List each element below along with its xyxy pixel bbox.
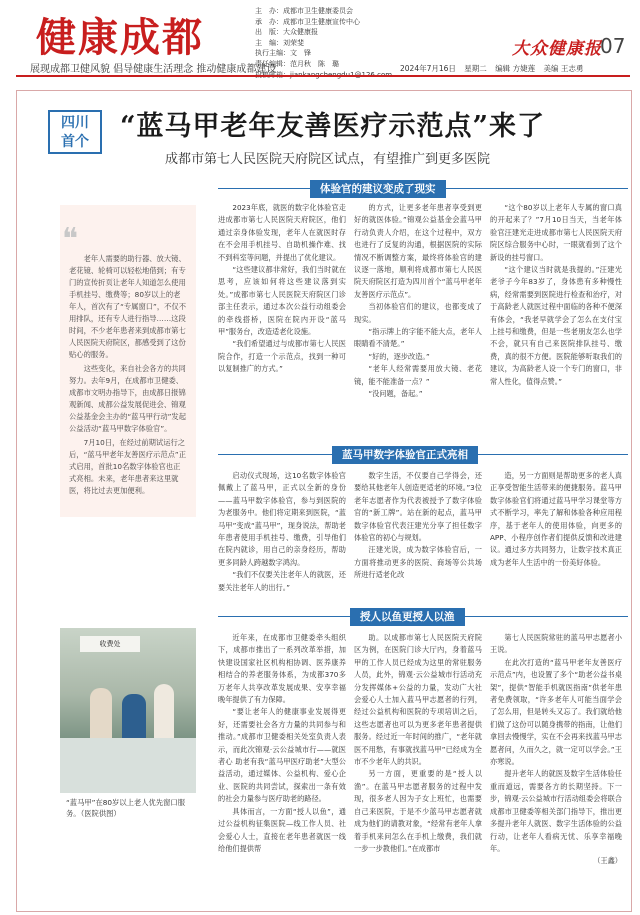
paragraph: 数字生活，不仅要自己学得会，还要给其他老年人创造更适老的环境。”3位老年志愿者作为代表被授予了数字体验官的“新工牌”。站在新的起点，蓝马甲数字体验官代表汪建光分享了担任数字体验官的初心与规划。 [354,471,482,543]
article-column [218,632,346,902]
article-column [490,470,622,602]
intro-paragraph: 老年人需要的助行器、放大镜、老花镜、轮椅可以轻松地借到；有专门的宣传折页让老年人知道怎么使用手机挂号、缴费等；80岁以上的老年人，首次有了“专属窗口”，不仅不用排队，还有专人进行指导……这段时间，不少老年患者来到成都市第七人民医院天府院区，都感受到了这份贴心的服务。 [69,254,187,359]
tag-line: 四川 [61,115,89,131]
article-column [354,470,482,602]
section-title: 授人以鱼更授人以渔 [350,608,465,626]
tag-line: 首个 [61,134,89,150]
editor: 编辑 方婕莲 [495,64,536,73]
sponsor-line: 出 版：大众健康报 [255,28,318,37]
newspaper-logo: 大众健康报 [512,39,602,59]
section-header [218,608,628,626]
art-editor: 美编 王志勇 [543,64,584,73]
paragraph: “我们不仅要关注老年人的就医，还要关注老年人的出行。” [218,570,346,592]
first-in-sichuan-tag [48,110,102,154]
issue-date: 2024年7月16日 [400,64,456,73]
paragraph: “好的，逐步改造。” [368,351,430,361]
article-column [490,202,622,440]
section-title: 体验官的建议变成了现实 [310,180,446,198]
sponsor-line: 责任编辑：范月秋 陈 璐 [255,59,339,68]
article-column [354,202,482,440]
paragraph: 汪建光说，成为数字体验官后，一方面将推动更多的医院、商场等公共场所进行适老化改 [354,545,482,580]
paragraph: “我们希望通过与成都市第七人民医院合作，打造一个示范点，找到一种可以复制推广的方式。” [218,339,346,374]
cashier-sign: 收费处 [80,636,140,652]
paragraph: 在此次打造的“蓝马甲老年友善医疗示范点”内，也设置了多个“助老公益书桌架”，提供“智能手机就医指南”供老年患者免费领取，“许多老年人可能当面学会了怎么用，但是转头又忘了。我们就给他们做了这份可以随身携带的指南，让他们拿回去慢慢学，实在不会再来找蓝马甲志愿者问，久而久之，就一定可以学会。”王亦寒说。 [490,657,622,767]
article-column [490,632,622,902]
section-header [218,446,628,464]
paragraph: 当初体验官们的建议，也都变成了现实。 [354,302,482,324]
weekday: 星期二 [464,64,487,73]
sponsor-line: 承 办：成都市卫生健康宣传中心 [255,17,360,26]
paragraph: 第七人民医院常驻的蓝马甲志愿者小王说。 [490,633,622,655]
headline: “蓝马甲老年友善医疗示范点”来了 [120,111,546,142]
paragraph: “老年人经常需要用放大镜、老花镜，能不能准备一点？” [354,364,482,386]
masthead [0,0,640,82]
section-title: 蓝马甲数字体验官正式亮相 [332,446,478,464]
masthead-rule [16,75,630,77]
article-column [218,202,346,440]
paragraph: 造，另一方面则是帮助更多的老人真正享受智能生活带来的便捷服务。蓝马甲数字体验官们将通过蓝马甲学习课堂等方式不断学习，率先了解和体验各种应用程序，基于老年人的使用体验，向更多的APP、小程序创作者们提供反馈和改进建议。通过多方共同努力，让数字技术真正成为老年人生活中的一份美好体验。 [490,471,622,567]
paragraph: 的方式，让更多老年患者享受到更好的就医体验。”锦观公益基金会蓝马甲行动负责人介绍，在这个过程中，双方也进行了反复的沟通，根据医院的实际情况不断调整方案，最终将体验官的建议逐一落地，顺利将成都市第七人民医院天府院区打造为四川首个“蓝马甲老年友善医疗示范点”。 [354,203,482,299]
page-number: 07 [600,34,626,58]
brand-title: 健康成都 [36,14,204,61]
paragraph: 近年来，在成都市卫健委牵头组织下，成都市推出了一系列改革举措，加快建设国家社区机构相协调、医养康养相结合的养老服务体系，为成都370多万老年人共享改革发展成果、安享幸福晚年提供了有力保障。 [218,633,346,705]
photo-caption: “蓝马甲”在80岁以上老人优先窗口服务。（医院供图） [66,798,186,818]
date-line [400,63,589,74]
paragraph: “这个建议当时就是我提的。”汪建光老爷子今年83岁了，身体患有多种慢性病，经常需要到医院进行检查和治疗，对于高龄老人就医过程中面临的各种不便深有体会，“我老早就学会了怎么在支付宝上挂号和缴费，但是一些老朋友怎么也学不会，就只有自己来医院排队挂号、缴费，真的很不方便。医院能够听取我们的建议，为高龄老人设一个专门的窗口，非常人性化，值得点赞。” [490,265,622,386]
article-column [354,632,482,902]
intro-panel [60,205,196,517]
brand-tagline: 展现成都卫健风貌 倡导健康生活理念 推动健康成都建设 [30,64,277,75]
intro-paragraph: 7月10日，在经过前期试运行之后，“蓝马甲老年友善医疗示范点”正式启用，首批10名数字体验官也正式亮相。未来，老年患者来这里就医，将比过去更加便利。 [69,438,187,495]
paragraph: “要让老年人的健康事业发展得更好，还需要社会各方力量的共同参与和推动。”成都市卫健委相关处室负责人表示，而此次锦观·云公益城市行——就医者心 助老有我“蓝马甲医疗助老”大型公益活动，通过媒体、公益机构、爱心企业、医院的共同尝试，探索出一条有效的社会力量参与医疗助老的路径。 [218,707,346,804]
paragraph: 2023年底，就医的数字化体验官走进成都市第七人民医院天府院区，他们通过亲身体验发现，老年人在就医时存在不会用手机挂号、自助机操作难、找不到科室等问题，并提出了优化建议。 [218,203,346,262]
paragraph: “这个80岁以上老年人专属的窗口真的开起来了？”7月10日当天，当老年体验官汪建光走进成都市第七人民医院天府院区综合服务中心时，一眼就看到了这个新设的挂号窗口。 [490,203,622,262]
paragraph: “没问题，备起。” [368,389,423,399]
sponsor-line: 执行主编：文 锋 [255,49,311,58]
hospital-counter-photo [60,628,196,793]
quote-mark-icon: ❝ [62,222,79,257]
section-header [218,180,628,198]
sponsor-line: 主 办：成都市卫生健康委员会 [255,7,353,15]
byline: （王鑫） [593,856,622,866]
paragraph: “指示牌上的字能不能大点，老年人眼睛看不清楚。” [354,327,482,349]
paragraph: “这些建议都非常好，我们当时就在思考，应该如何将这些建议落到实处。”成都市第七人民医院天府院区门诊部主任表示，通过本次公益行动组委会的牵线搭桥，医院在院内开设“蓝马甲”服务台，改造适老化设施。 [218,265,346,337]
paragraph: 启动仪式现场，这10名数字体验官佩戴上了蓝马甲，正式以全新的身份——蓝马甲数字体验官，参与到医院的为老服务中。他们将定期来到医院，“蓝马甲”变成“蓝马甲”，现身说法，帮助老年患者使用手机挂号、缴费，引导他们在院内就诊，用自己的亲身经历，帮助更多同龄人跨越数字鸿沟。 [218,471,346,567]
paragraph: 助。以成都市第七人民医院天府院区为例，在医院门诊大厅内，身着蓝马甲的工作人员已经成为这里的常驻服务人员，此外，锦观·云公益城市行活动充分发挥媒体+公益的力量，发动广大社会爱心人士加入蓝马甲志愿者的行列，经过公益机构和医院的专项培训之后，这些志愿者也可以为更多老年患者提供服务。经过近一年时间的推广，“老年就医不用愁，有事就找蓝马甲”已经成为全市不少老年人的共识。 [354,633,482,767]
sponsor-line: 主 编：刘荣斐 [255,38,304,47]
paragraph: 提升老年人的就医及数字生活体验任重而道远，需要各方的长期坚持。下一步，锦观·云公益城市行活动组委会将联合成都市卫健委等相关部门指导下，推出更多提升老年人就医、数字生活体验的公益行动，让老年人看病无忧、乐享幸福晚年。 [490,769,622,853]
paragraph: 具体而言，一方面“授人以鱼”，通过公益机构征集医院—线工作人员、社会爱心人士，直接在老年患者就医一线给他们提供帮 [218,806,346,853]
paragraph: 另一方面，更重要的是“授人以渔”。在蓝马甲志愿者服务的过程中发现，很多老人因为子女上班忙，也需要自己来医院，于是不少蓝马甲志愿者就成为他们的请教对象，“经常有老年人拿着手机来问怎么在手机上缴费，我们就一步一步教他们。”在成都市 [354,769,482,853]
subheadline: 成都市第七人民医院天府院区试点，有望推广到更多医院 [165,152,491,167]
article-column [218,470,346,602]
intro-paragraph: 这些变化，来自社会各方的共同努力。去年9月，在成都市卫健委、成都市文明办指导下，由成都日报锦观新闻、成都公益发展促进会、锦观公益基金会主办的“蓝马甲行动”发起公益活动“蓝马甲数字体验官”。 [69,364,187,433]
service-counter [60,738,196,793]
sponsor-list [255,6,392,80]
